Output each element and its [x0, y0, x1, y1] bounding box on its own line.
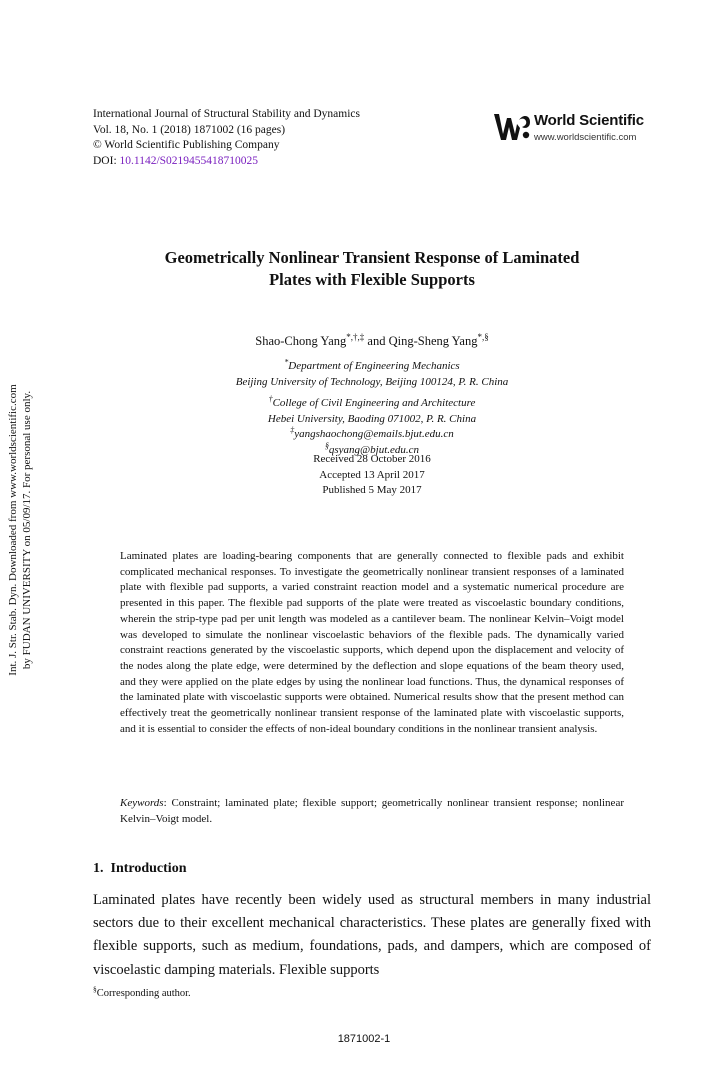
title-line-2: Plates with Flexible Supports [269, 270, 475, 289]
doi-link[interactable]: 10.1142/S0219455418710025 [119, 154, 259, 167]
date-accepted: Accepted 13 April 2017 [319, 468, 425, 481]
affiliation-mark: † [268, 394, 273, 404]
affiliation-dept-2 [100, 396, 644, 412]
affiliation-univ-1: Beijing University of Technology, Beijing 100124, P. R. China [235, 375, 509, 388]
author-1-marks: *,†,‡ [346, 331, 365, 342]
page-number: 1871002-1 [337, 1033, 391, 1045]
watermark-line-1: Int. J. Str. Stab. Dyn. Downloaded from www.worldscientific.com [7, 384, 19, 676]
author-list [100, 331, 644, 349]
affiliation-dept-1 [100, 359, 644, 375]
email-mark: ‡ [290, 425, 295, 435]
footnote [93, 984, 191, 999]
affiliation-dept-1-text: Department of Engineering Mechanics [288, 360, 460, 372]
footnote-text: Corresponding author. [96, 988, 191, 999]
date-received: Received 28 October 2016 [313, 453, 431, 465]
journal-copyright: © World Scientific Publishing Company [93, 139, 280, 152]
section-number: 1. [93, 861, 104, 876]
journal-name: International Journal of Structural Stability and Dynamics [93, 108, 360, 120]
email-2-text[interactable]: qsyang@bjut.edu.cn [328, 443, 420, 456]
email-1-text[interactable]: yangshaochong@emails.bjut.edu.cn [294, 428, 454, 440]
paper-title [100, 247, 644, 291]
footnote-mark: § [93, 984, 97, 994]
keywords [120, 796, 624, 827]
world-scientific-logo-icon [492, 110, 532, 144]
affiliation-mark: * [284, 357, 289, 367]
author-2: Qing-Sheng Yang [388, 334, 478, 348]
journal-header [93, 107, 360, 169]
affiliation-univ-2: Hebei University, Baoding 071002, P. R. China [267, 412, 477, 425]
body-paragraph: Laminated plates have recently been widely used as structural members in many industrial sectors due to their excellent mechanical characteristics. These plates are generally fixed with flexible supports, such as medium, foundations, pads, and dampers, which are composed of viscoelastic damping materials. Flexible supports [93, 892, 651, 978]
email-mark: § [324, 440, 329, 450]
abstract: Laminated plates are loading-bearing components that are generally connected to flexible pads and exhibit complicated mechanical responses. To investigate the geometrically nonlinear transient responses of a laminated plate with flexible pad supports, a varied constraint reaction model and a systematic numerical procedure are presented in this paper. The flexible pad supports of the plate were treated as viscoelastic boundary conditions, wherein the strip-type pad per unit length was modeled as a cantilever beam. The nonlinear Kelvin–Voigt model was developed to simulate the nonlinear viscoelastic behaviors of the flexible pads. The dynamically varied constraint reactions generated by the viscoelastic supports, which depend upon the displacement and velocity of the nodes along the plate edge, were determined by the deflection and slope equations of the beam theory used, and they were applied on the plate edges by using the nonlinear load functions. Thus, the dynamical responses of the laminated plate with viscoelastic supports were obtained. Numerical results show that the present method can effectively treat the geometrically nonlinear transient response of the laminated plate with viscoelastic supports, and it is essential to consider the effects of non-ideal boundary conditions in the nonlinear transient analysis. [120, 550, 624, 735]
keywords-separator: : [163, 797, 172, 809]
author-conjunction: and [364, 334, 389, 348]
affiliation-dept-2-text: College of Civil Engineering and Architecture [272, 397, 476, 409]
section-title: Introduction [110, 861, 187, 876]
publisher-url: www.worldscientific.com [534, 132, 637, 143]
keywords-text: Constraint; laminated plate; flexible support; geometrically nonlinear transient response; nonlinear Kelvin–Voigt model. [120, 797, 624, 825]
section-heading [93, 861, 186, 877]
author-1: Shao-Chong Yang [255, 334, 347, 348]
publisher-logo[interactable] [492, 108, 652, 148]
date-published: Published 5 May 2017 [322, 484, 422, 496]
publication-dates [100, 452, 644, 499]
affiliations [100, 359, 644, 458]
author-2-marks: *,§ [477, 331, 489, 342]
journal-doi [93, 154, 360, 170]
download-watermark [0, 340, 40, 720]
doi-label: DOI: [93, 154, 120, 167]
title-line-1: Geometrically Nonlinear Transient Response of Laminated [164, 248, 580, 267]
watermark-line-2: by FUDAN UNIVERSITY on 05/09/17. For personal use only. [21, 390, 33, 670]
publisher-name: World Scientific [534, 112, 644, 129]
keywords-label: Keywords [120, 797, 164, 809]
author-email-1 [100, 427, 644, 443]
journal-volume: Vol. 18, No. 1 (2018) 1871002 (16 pages) [93, 123, 286, 136]
